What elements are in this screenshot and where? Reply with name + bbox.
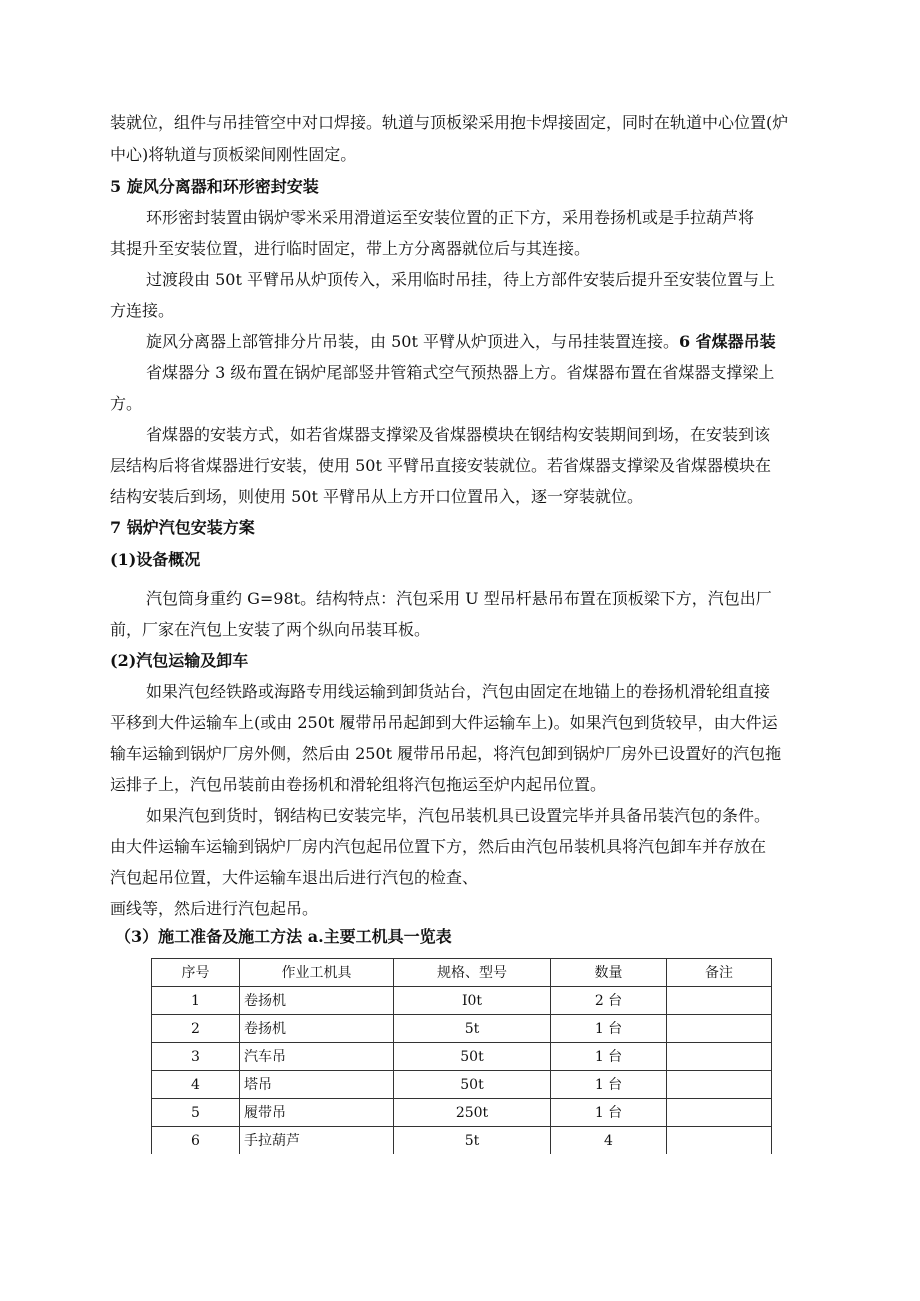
cell-spec: 5t	[394, 1015, 551, 1043]
cell-quantity: 1 台	[551, 1015, 667, 1043]
paragraph-line: 输车运输到锅炉厂房外侧，然后由 250t 履带吊吊起，将汽包卸到锅炉厂房外已设置好的汽包拖	[110, 744, 782, 763]
paragraph-line: 如果汽包经铁路或海路专用线运输到卸货站台，汽包由固定在地锚上的卷扬机滑轮组直接	[146, 682, 771, 701]
cell-quantity: 4	[551, 1127, 667, 1155]
paragraph-line: 前，厂家在汽包上安装了两个纵向吊装耳板。	[110, 620, 431, 639]
subsection-heading-1: (1)设备概况	[110, 550, 201, 569]
section-heading-6: 6 省煤器吊装	[678, 332, 776, 351]
paragraph-line: 方连接。	[110, 301, 175, 320]
cell-spec: 5t	[394, 1127, 551, 1155]
paragraph-line: 汽包筒身重约 G=98t。结构特点：汽包采用 U 型吊杆悬吊布置在顶板梁下方，汽包出厂	[146, 589, 772, 608]
cell-tool: 手拉葫芦	[240, 1127, 394, 1155]
paragraph-line: 省煤器分 3 级布置在锅炉尾部竖井管箱式空气预热器上方。省煤器布置在省煤器支撑梁上	[146, 363, 775, 382]
table-row	[152, 1015, 772, 1043]
paragraph-line: 中心)将轨道与顶板梁间刚性固定。	[110, 145, 357, 164]
column-header: 数量	[551, 959, 667, 987]
cell-remark	[667, 1127, 772, 1155]
section-heading-7: 7 锅炉汽包安装方案	[110, 518, 255, 537]
table-row	[152, 1099, 772, 1127]
section-heading-5: 5 旋风分离器和环形密封安装	[110, 177, 319, 196]
paragraph-line: 方。	[110, 394, 143, 413]
paragraph-line: 由大件运输车运输到锅炉厂房内汽包起吊位置下方，然后由汽包吊装机具将汽包卸车并存放在	[110, 837, 767, 856]
subsection-heading-3: （3）施工准备及施工方法 a.主要工机具一览表	[115, 927, 452, 946]
cell-remark	[667, 1043, 772, 1071]
cell-remark	[667, 1015, 772, 1043]
table-row	[152, 1043, 772, 1071]
paragraph-line	[146, 331, 846, 353]
paragraph-text: 旋风分离器上部管排分片吊装，由 50t 平臂从炉顶进入，与吊挂装置连接。	[146, 332, 679, 351]
cell-spec: I0t	[394, 987, 551, 1015]
cell-index: 3	[152, 1043, 240, 1071]
paragraph-line: 如果汽包到货时，钢结构已安装完毕，汽包吊装机具已设置完毕并具备吊装汽包的条件。	[146, 806, 771, 825]
cell-remark	[667, 987, 772, 1015]
paragraph-line: 过渡段由 50t 平臂吊从炉顶传入，采用临时吊挂，待上方部件安装后提升至安装位置与上	[146, 270, 775, 289]
paragraph-line: 省煤器的安装方式，如若省煤器支撑梁及省煤器模块在钢结构安装期间到场，在安装到该	[146, 425, 771, 444]
column-header: 序号	[152, 959, 240, 987]
table-row	[152, 987, 772, 1015]
cell-tool: 卷扬机	[240, 1015, 394, 1043]
cell-quantity: 1 台	[551, 1071, 667, 1099]
cell-index: 2	[152, 1015, 240, 1043]
cell-index: 4	[152, 1071, 240, 1099]
paragraph-line: 运排子上，汽包吊装前由卷扬机和滑轮组将汽包拖运至炉内起吊位置。	[110, 775, 607, 794]
cell-quantity: 1 台	[551, 1043, 667, 1071]
table-header-row	[152, 959, 772, 987]
column-header: 作业工机具	[240, 959, 394, 987]
cell-index: 1	[152, 987, 240, 1015]
cell-remark	[667, 1099, 772, 1127]
column-header: 规格、型号	[394, 959, 551, 987]
paragraph-line: 层结构后将省煤器进行安装，使用 50t 平臂吊直接安装就位。若省煤器支撑梁及省煤器模块在	[110, 456, 771, 475]
cell-quantity: 1 台	[551, 1099, 667, 1127]
paragraph-line: 平移到大件运输车上(或由 250t 履带吊吊起卸到大件运输车上)。如果汽包到货较早，由大件运	[110, 713, 778, 732]
tools-table	[151, 958, 772, 1154]
paragraph-line: 画线等，然后进行汽包起吊。	[110, 899, 319, 918]
column-header: 备注	[667, 959, 772, 987]
cell-index: 6	[152, 1127, 240, 1155]
cell-remark	[667, 1071, 772, 1099]
paragraph-line: 环形密封装置由锅炉零米采用滑道运至安装位置的正下方，采用卷扬机或是手拉葫芦将	[146, 208, 755, 227]
cell-tool: 汽车吊	[240, 1043, 394, 1071]
paragraph-line: 其提升至安装位置，进行临时固定，带上方分离器就位后与其连接。	[110, 239, 591, 258]
cell-spec: 50t	[394, 1043, 551, 1071]
table-row	[152, 1127, 772, 1155]
paragraph-line: 结构安装后到场，则使用 50t 平臂吊从上方开口位置吊入，逐一穿装就位。	[110, 487, 643, 506]
cell-tool: 塔吊	[240, 1071, 394, 1099]
cell-quantity: 2 台	[551, 987, 667, 1015]
cell-index: 5	[152, 1099, 240, 1127]
cell-spec: 50t	[394, 1071, 551, 1099]
paragraph-line: 装就位，组件与吊挂管空中对口焊接。轨道与顶板梁采用抱卡焊接固定，同时在轨道中心位置(炉	[110, 113, 789, 132]
table-row	[152, 1071, 772, 1099]
subsection-heading-2: (2)汽包运输及卸车	[110, 651, 249, 670]
paragraph-line: 汽包起吊位置，大件运输车退出后进行汽包的检查、	[110, 868, 479, 887]
cell-tool: 履带吊	[240, 1099, 394, 1127]
cell-tool: 卷扬机	[240, 987, 394, 1015]
cell-spec: 250t	[394, 1099, 551, 1127]
